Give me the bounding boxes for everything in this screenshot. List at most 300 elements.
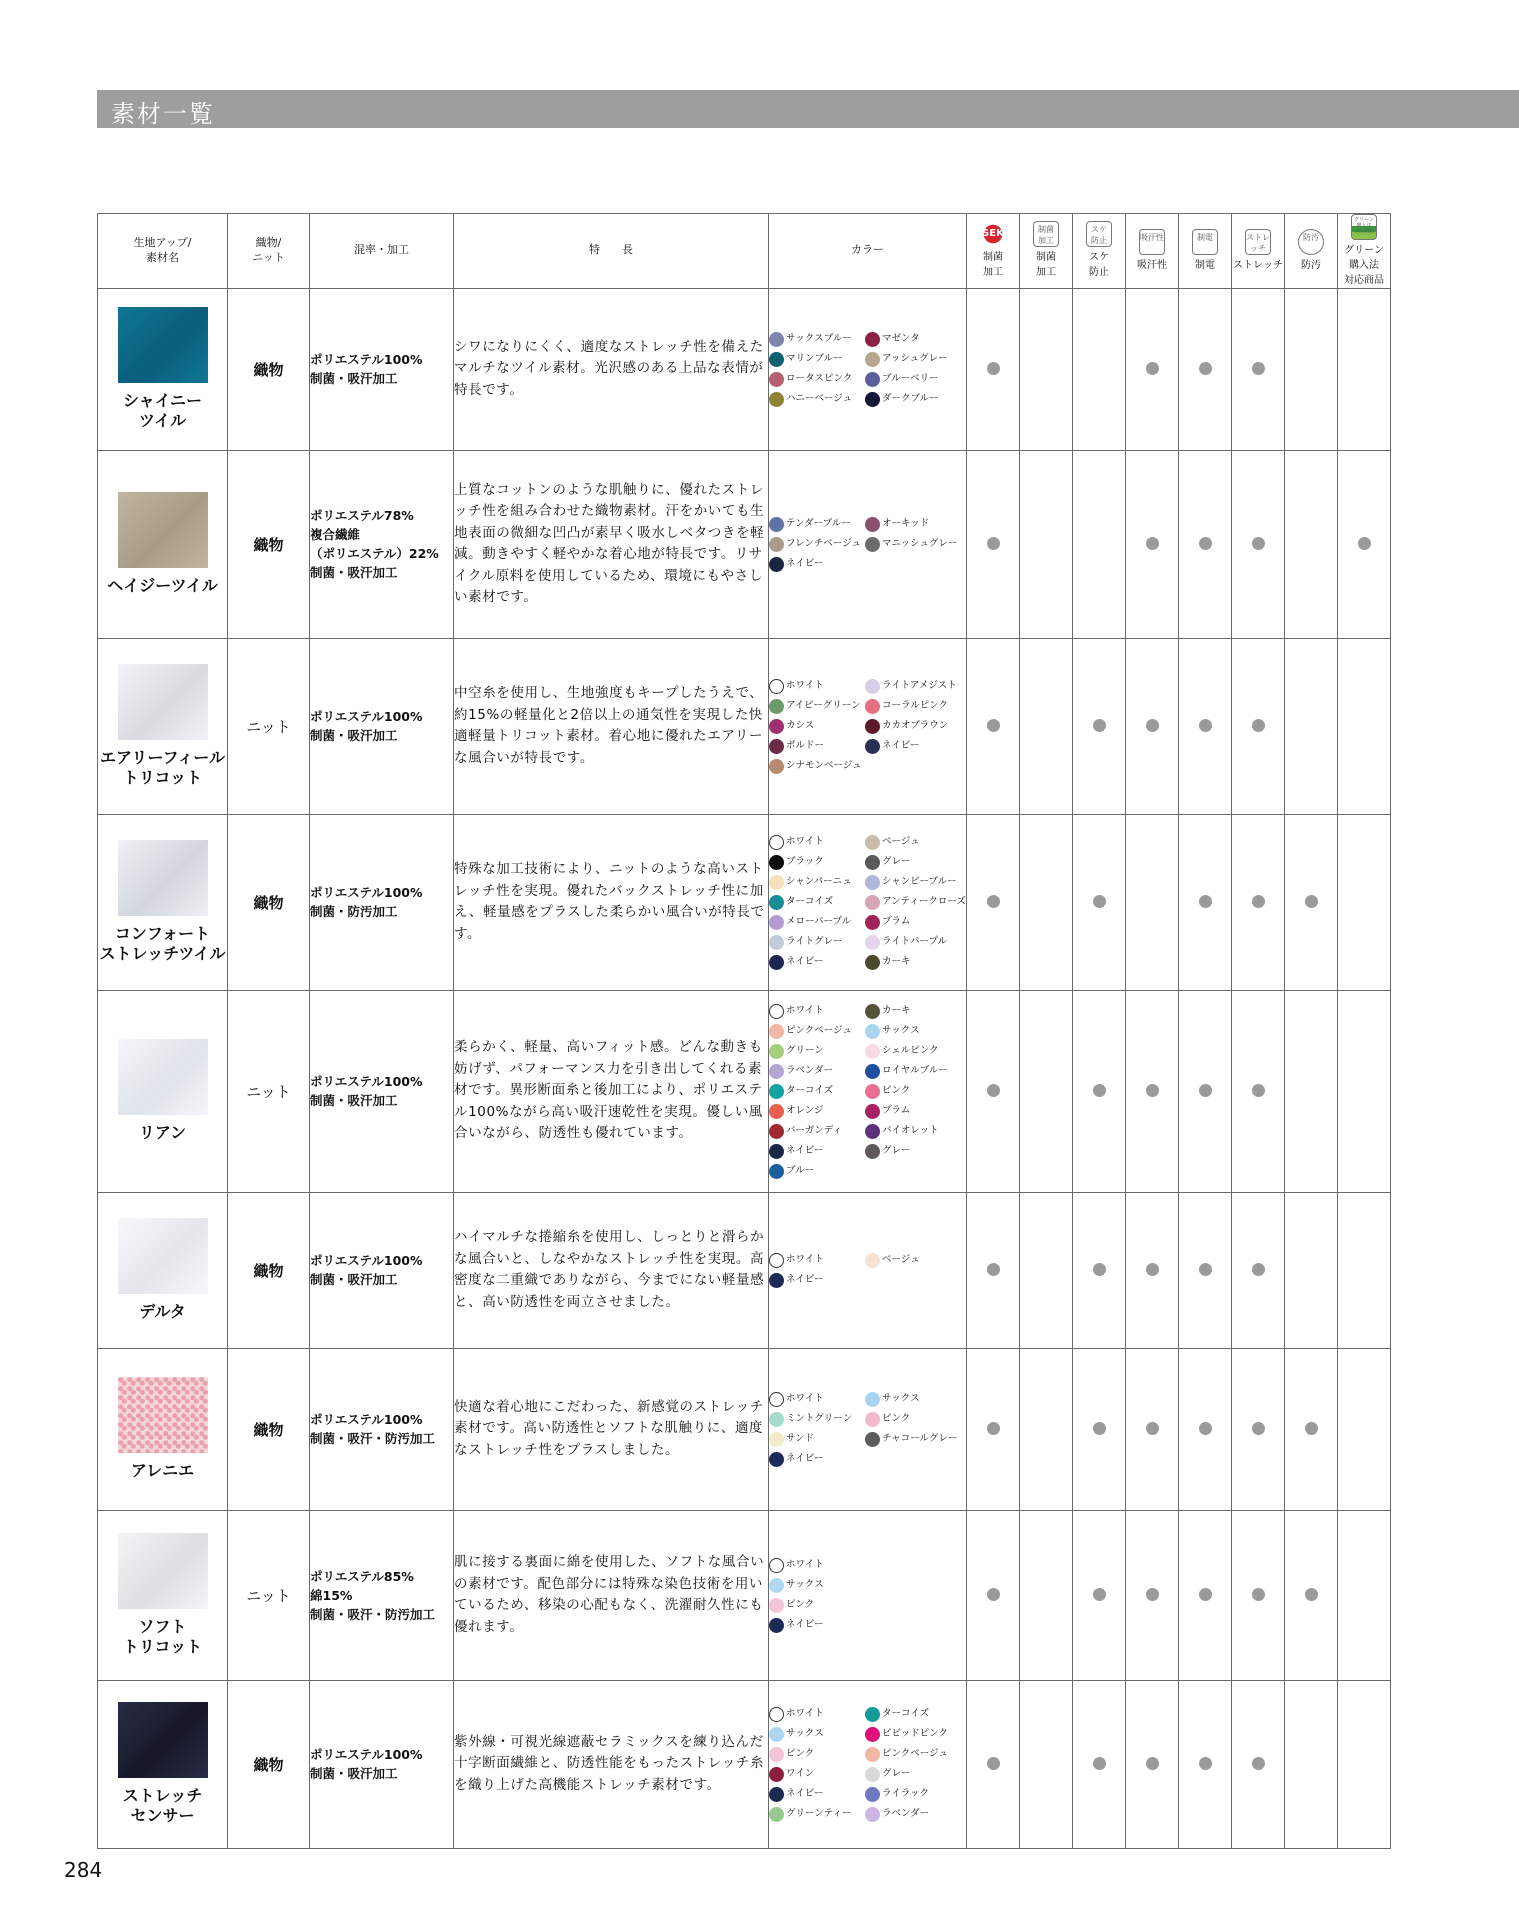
feature-available-dot-icon: [1199, 719, 1212, 732]
color-name: ボルドー: [786, 740, 825, 752]
fabric-cell: [98, 1680, 228, 1848]
color-option: [865, 1766, 963, 1782]
feature-available-dot-icon: [1305, 895, 1318, 908]
color-name: ライラック: [882, 1788, 930, 1800]
color-dot-icon: [769, 1104, 784, 1119]
col-header-mix: 混率・加工: [310, 214, 454, 289]
color-name: ホワイト: [786, 1708, 824, 1720]
color-option: [769, 934, 857, 950]
color-dot-icon: [769, 935, 784, 950]
feature-flag-cell: [1073, 638, 1126, 814]
color-dot-icon: [865, 895, 880, 910]
color-dot-icon: [769, 1124, 784, 1139]
color-option: [769, 536, 862, 552]
color-option: [769, 874, 857, 890]
fabric-swatch-image: [118, 492, 208, 568]
color-dot-icon: [865, 1707, 880, 1722]
feature-flag-cell: [967, 638, 1020, 814]
material-table: [97, 213, 1391, 1849]
color-name: ハニーベージュ: [786, 393, 853, 405]
color-dot-icon: [865, 1044, 880, 1059]
feature-available-dot-icon: [1252, 1084, 1265, 1097]
color-dot-icon: [865, 1024, 880, 1039]
color-option: [769, 1083, 857, 1099]
fabric-name: エアリーフィール トリコット: [100, 748, 225, 788]
color-dot-icon: [865, 1807, 880, 1822]
color-option: [769, 351, 857, 367]
color-dot-icon: [769, 1144, 784, 1159]
color-dot-icon: [769, 895, 784, 910]
color-option: [865, 914, 963, 930]
feature-flag-cell: [1179, 638, 1232, 814]
feature-flag-cell: [1285, 638, 1338, 814]
feature-header-green: [1338, 214, 1391, 289]
feature-flag-cell: [1232, 1192, 1285, 1348]
color-name: サックス: [786, 1579, 824, 1591]
color-list: [769, 331, 966, 407]
color-option: [769, 1786, 857, 1802]
color-name: マリンブルー: [786, 353, 843, 365]
fabric-cell: [98, 814, 228, 990]
feature-description: ハイマルチな捲縮糸を使用し、しっとりと滑らかな風合いと、しなやかなストレッチ性を実現。高密度な二重織でありながら、今までにない軽量感と、高い防透性を両立させました。: [454, 1192, 769, 1348]
color-option: [865, 391, 963, 407]
color-dot-icon: [865, 679, 880, 694]
feature-description: 肌に接する裏面に綿を使用した、ソフトな風合いの素材です。配色部分には特殊な染色技術を用いているため、移染の心配もなく、洗濯耐久性にも優れます。: [454, 1510, 769, 1680]
fabric-name: ストレッチ センサー: [122, 1786, 203, 1826]
color-name: コーラルピンク: [882, 700, 949, 712]
color-option: [769, 1431, 857, 1447]
feature-header-see-through: [1073, 214, 1126, 289]
feature-description: シワになりにくく、適度なストレッチ性を備えたマルチなツイル素材。光沢感のある上品な表情が特長です。: [454, 288, 769, 450]
feature-available-dot-icon: [1252, 1263, 1265, 1276]
feature-flag-cell: [1073, 814, 1126, 990]
color-dot-icon: [865, 1104, 880, 1119]
color-options: [769, 1680, 967, 1848]
feature-description: 上質なコットンのような肌触りに、優れたストレッチ性を組み合わせた織物素材。汗をかいても生地表面の微細な凹凸が素早く吸水しベタつきを軽減。動きやすく軽やかな着心地が特長です。リサイクル原料を使用しているため、環境にもやさしい素材です。: [454, 450, 769, 638]
feature-header-antistatic: [1179, 214, 1232, 289]
color-option: [769, 894, 857, 910]
feature-available-dot-icon: [987, 1263, 1000, 1276]
feature-available-dot-icon: [1093, 895, 1106, 908]
feature-flag-cell: [1126, 1510, 1179, 1680]
feature-available-dot-icon: [1199, 1588, 1212, 1601]
color-option: [865, 1746, 963, 1762]
feature-flag-cell: [1285, 1510, 1338, 1680]
stretch-icon: ストレッチ: [1245, 229, 1271, 255]
color-name: ワイン: [786, 1768, 815, 1780]
color-list: [769, 1557, 966, 1633]
color-name: ピンク: [882, 1085, 911, 1097]
stain-resistant-icon: 防汚: [1298, 229, 1324, 255]
color-dot-icon: [865, 955, 880, 970]
color-dot-icon: [769, 679, 784, 694]
section-header-bar: [97, 90, 1519, 128]
color-list: [769, 1391, 966, 1467]
fabric-swatch-image: [118, 1377, 208, 1453]
color-option: [769, 1577, 889, 1593]
feature-flag-cell: [1179, 1192, 1232, 1348]
fabric-cell: [98, 450, 228, 638]
color-option: [769, 834, 857, 850]
col-header-colors: カラー: [769, 214, 967, 289]
color-dot-icon: [769, 352, 784, 367]
color-dot-icon: [769, 1044, 784, 1059]
color-name: シャンパーニュ: [786, 876, 852, 888]
color-option: [769, 331, 857, 347]
table-row: [98, 1348, 1391, 1510]
col-header-weave: 織物/ ニット: [228, 214, 310, 289]
color-option: [769, 954, 857, 970]
color-dot-icon: [769, 1598, 784, 1613]
feature-available-dot-icon: [1199, 895, 1212, 908]
color-name: シェルピンク: [882, 1045, 939, 1057]
color-name: ビビッドピンク: [882, 1728, 948, 1740]
feature-flag-cell: [1338, 990, 1391, 1192]
color-option: [769, 1706, 857, 1722]
feature-available-dot-icon: [1199, 1757, 1212, 1770]
fabric-swatch-image: [118, 840, 208, 916]
color-dot-icon: [769, 1767, 784, 1782]
composition-processing: ポリエステル100% 制菌・防汚加工: [310, 814, 454, 990]
feature-available-dot-icon: [987, 537, 1000, 550]
composition-processing: ポリエステル85% 綿15% 制菌・吸汗・防汚加工: [310, 1510, 454, 1680]
feature-flag-cell: [1020, 814, 1073, 990]
color-name: プラム: [882, 916, 911, 928]
color-option: [769, 1617, 889, 1633]
feature-flag-cell: [1073, 1510, 1126, 1680]
feature-header-sek: [967, 214, 1020, 289]
feature-flag-cell: [1179, 1510, 1232, 1680]
color-name: ホワイト: [786, 1005, 824, 1017]
feature-header-label: ストレッチ: [1233, 259, 1283, 271]
feature-flag-cell: [1126, 638, 1179, 814]
fabric-swatch-image: [118, 664, 208, 740]
feature-flag-cell: [1179, 288, 1232, 450]
fabric-cell: [98, 1510, 228, 1680]
color-option: [865, 718, 963, 734]
color-options: [769, 1510, 967, 1680]
color-dot-icon: [769, 537, 784, 552]
color-option: [865, 1391, 963, 1407]
color-dot-icon: [865, 1787, 880, 1802]
feature-flag-cell: [1126, 990, 1179, 1192]
color-options: [769, 814, 967, 990]
color-dot-icon: [769, 1727, 784, 1742]
color-options: [769, 288, 967, 450]
color-option: [865, 698, 963, 714]
feature-available-dot-icon: [987, 1084, 1000, 1097]
col-header-features: 特 長: [454, 214, 769, 289]
feature-flag-cell: [967, 288, 1020, 450]
color-dot-icon: [769, 557, 784, 572]
feature-flag-cell: [1179, 450, 1232, 638]
color-name: プラム: [882, 1105, 911, 1117]
color-name: サックス: [882, 1025, 920, 1037]
color-options: [769, 1348, 967, 1510]
feature-flag-cell: [967, 1680, 1020, 1848]
color-dot-icon: [865, 1767, 880, 1782]
color-name: ネイビー: [786, 956, 824, 968]
feature-available-dot-icon: [1093, 1588, 1106, 1601]
color-dot-icon: [769, 1558, 784, 1573]
feature-flag-cell: [1179, 990, 1232, 1192]
feature-description: 快適な着心地にこだわった、新感覚のストレッチ素材です。高い防透性とソフトな肌触りに、適度なストレッチ性をプラスしました。: [454, 1348, 769, 1510]
color-dot-icon: [769, 372, 784, 387]
color-dot-icon: [769, 1747, 784, 1762]
color-options: [769, 1192, 967, 1348]
feature-flag-cell: [1073, 450, 1126, 638]
feature-description: 紫外線・可視光線遮蔽セラミックスを練り込んだ十字断面繊維と、防透性能をもったストレッチ糸を織り上げた高機能ストレッチ素材です。: [454, 1680, 769, 1848]
color-dot-icon: [865, 1124, 880, 1139]
fabric-name: アレニエ: [130, 1461, 195, 1481]
col-header-fabric: 生地アップ/ 素材名: [98, 214, 228, 289]
color-name: シャンビーブルー: [882, 876, 957, 888]
color-name: ライトアメジスト: [882, 680, 957, 692]
color-dot-icon: [865, 1727, 880, 1742]
color-dot-icon: [865, 1084, 880, 1099]
color-list: [769, 1003, 966, 1179]
color-name: ミントグリーン: [786, 1413, 853, 1425]
feature-flag-cell: [967, 450, 1020, 638]
color-dot-icon: [769, 1084, 784, 1099]
color-dot-icon: [769, 1807, 784, 1822]
fabric-cell: [98, 288, 228, 450]
color-name: ネイビー: [786, 1274, 824, 1286]
color-option: [865, 1411, 963, 1427]
color-option: [769, 1411, 857, 1427]
feature-available-dot-icon: [987, 362, 1000, 375]
feature-available-dot-icon: [1199, 1084, 1212, 1097]
feature-description: 中空糸を使用し、生地強度もキープしたうえで、約15%の軽量化と2倍以上の通気性を実現した快適軽量トリコット素材。着心地に優れたエアリーな風合いが特長です。: [454, 638, 769, 814]
weave-type: 織物: [228, 814, 310, 990]
feature-available-dot-icon: [1252, 895, 1265, 908]
feature-flag-cell: [1020, 1510, 1073, 1680]
fabric-name: コンフォート ストレッチツイル: [99, 924, 226, 964]
table-row: [98, 638, 1391, 814]
color-dot-icon: [865, 392, 880, 407]
color-option: [865, 1123, 963, 1139]
feature-available-dot-icon: [1146, 719, 1159, 732]
color-option: [865, 1806, 963, 1822]
feature-available-dot-icon: [1199, 1263, 1212, 1276]
feature-header-stretch: [1232, 214, 1285, 289]
color-name: グレー: [882, 856, 911, 868]
color-dot-icon: [769, 1618, 784, 1633]
feature-available-dot-icon: [1199, 537, 1212, 550]
color-dot-icon: [865, 835, 880, 850]
color-option: [865, 1103, 963, 1119]
color-name: ラベンダー: [882, 1808, 930, 1820]
color-name: ホワイト: [786, 1254, 824, 1266]
feature-available-dot-icon: [1093, 1757, 1106, 1770]
fabric-name: ソフト トリコット: [122, 1617, 203, 1657]
color-list: [769, 516, 966, 572]
color-dot-icon: [769, 855, 784, 870]
color-option: [769, 1043, 857, 1059]
color-option: [865, 1043, 963, 1059]
color-option: [865, 934, 963, 950]
feature-available-dot-icon: [1146, 1263, 1159, 1276]
feature-flag-cell: [1232, 450, 1285, 638]
color-option: [769, 854, 857, 870]
color-name: ライトグレー: [786, 936, 843, 948]
color-name: グレー: [882, 1768, 911, 1780]
color-dot-icon: [769, 1024, 784, 1039]
color-name: ダークブルー: [882, 393, 939, 405]
feature-flag-cell: [1020, 1680, 1073, 1848]
feature-available-dot-icon: [1252, 1757, 1265, 1770]
color-dot-icon: [769, 1164, 784, 1179]
feature-flag-cell: [967, 1192, 1020, 1348]
feature-flag-cell: [1338, 638, 1391, 814]
color-dot-icon: [865, 875, 880, 890]
color-name: ネイビー: [882, 740, 920, 752]
color-option: [769, 1003, 857, 1019]
feature-header-label: スケ 防止: [1089, 252, 1109, 279]
color-name: サックス: [882, 1393, 920, 1405]
color-name: バーガンディ: [786, 1125, 843, 1137]
feature-header-antibacterial: [1020, 214, 1073, 289]
color-dot-icon: [865, 1004, 880, 1019]
feature-available-dot-icon: [1305, 1588, 1318, 1601]
color-option: [769, 1451, 857, 1467]
color-name: ピンク: [882, 1413, 911, 1425]
color-dot-icon: [769, 1392, 784, 1407]
color-option: [865, 1786, 963, 1802]
feature-available-dot-icon: [1305, 1422, 1318, 1435]
feature-header-stain: [1285, 214, 1338, 289]
antibacterial-icon: 制菌 加工: [1033, 221, 1059, 247]
color-dot-icon: [769, 835, 784, 850]
color-list: [769, 834, 966, 970]
feature-header-label: 制菌 加工: [1036, 252, 1056, 279]
antistatic-icon: 制電: [1192, 229, 1218, 255]
feature-flag-cell: [1232, 1680, 1285, 1848]
color-name: ターコイズ: [786, 1085, 834, 1097]
color-name: ラベンダー: [786, 1065, 834, 1077]
color-option: [769, 758, 862, 774]
table-row: [98, 288, 1391, 450]
composition-processing: ポリエステル78% 複合繊維 （ポリエステル）22% 制菌・吸汗加工: [310, 450, 454, 638]
color-name: サックスブルー: [786, 333, 852, 345]
fabric-swatch-image: [118, 307, 208, 383]
color-option: [769, 1391, 857, 1407]
color-name: ピンク: [786, 1748, 815, 1760]
color-dot-icon: [769, 517, 784, 532]
color-option: [865, 678, 963, 694]
feature-available-dot-icon: [987, 719, 1000, 732]
feature-flag-cell: [1179, 1348, 1232, 1510]
weave-type: 織物: [228, 1348, 310, 1510]
feature-flag-cell: [1232, 1348, 1285, 1510]
color-option: [865, 854, 963, 870]
color-option: [769, 678, 857, 694]
feature-header-label: 制電: [1195, 259, 1215, 271]
fabric-swatch-image: [118, 1218, 208, 1294]
feature-flag-cell: [1073, 990, 1126, 1192]
composition-processing: ポリエステル100% 制菌・吸汗・防汚加工: [310, 1348, 454, 1510]
feature-available-dot-icon: [1252, 1588, 1265, 1601]
feature-available-dot-icon: [1146, 537, 1159, 550]
color-option: [865, 738, 963, 754]
color-option: [769, 1063, 857, 1079]
color-option: [769, 1123, 857, 1139]
color-option: [865, 1726, 963, 1742]
color-name: ブラック: [786, 856, 824, 868]
color-option: [769, 914, 857, 930]
color-name: シナモンベージュ: [786, 760, 862, 772]
color-name: アンティークローズ: [882, 896, 966, 908]
color-name: ライトパープル: [882, 936, 948, 948]
color-dot-icon: [769, 332, 784, 347]
weave-type: 織物: [228, 288, 310, 450]
color-option: [865, 331, 963, 347]
table-header-row: [98, 214, 1391, 289]
color-option: [865, 536, 963, 552]
feature-available-dot-icon: [1093, 719, 1106, 732]
color-option: [865, 834, 963, 850]
color-list: [769, 1706, 966, 1822]
feature-flag-cell: [1285, 1680, 1338, 1848]
page-number: 284: [64, 1858, 103, 1882]
color-option: [769, 1103, 857, 1119]
color-dot-icon: [769, 719, 784, 734]
feature-available-dot-icon: [1358, 537, 1371, 550]
color-dot-icon: [865, 332, 880, 347]
color-name: グリーン: [786, 1045, 824, 1057]
color-option: [865, 1063, 963, 1079]
feature-available-dot-icon: [1146, 1757, 1159, 1770]
color-name: ホワイト: [786, 1393, 824, 1405]
feature-available-dot-icon: [987, 1422, 1000, 1435]
color-option: [769, 1746, 857, 1762]
fabric-name: シャイニー ツイル: [122, 391, 203, 431]
weave-type: ニット: [228, 990, 310, 1192]
color-dot-icon: [865, 1412, 880, 1427]
table-row: [98, 1680, 1391, 1848]
color-option: [769, 1726, 857, 1742]
color-dot-icon: [865, 739, 880, 754]
table-row: [98, 1510, 1391, 1680]
color-option: [865, 874, 963, 890]
color-name: ピンク: [786, 1599, 815, 1611]
composition-processing: ポリエステル100% 制菌・吸汗加工: [310, 1192, 454, 1348]
color-dot-icon: [865, 352, 880, 367]
color-dot-icon: [769, 1253, 784, 1268]
feature-flag-cell: [1285, 288, 1338, 450]
fabric-name: リアン: [138, 1123, 187, 1143]
color-dot-icon: [865, 935, 880, 950]
color-option: [769, 1272, 857, 1288]
color-option: [865, 1003, 963, 1019]
composition-processing: ポリエステル100% 制菌・吸汗加工: [310, 990, 454, 1192]
fabric-cell: [98, 990, 228, 1192]
color-option: [769, 1806, 857, 1822]
color-options: [769, 990, 967, 1192]
feature-flag-cell: [1232, 990, 1285, 1192]
color-option: [769, 1163, 857, 1179]
color-option: [865, 1143, 963, 1159]
feature-flag-cell: [1073, 1348, 1126, 1510]
feature-flag-cell: [1179, 1680, 1232, 1848]
color-dot-icon: [865, 1392, 880, 1407]
feature-flag-cell: [1126, 1348, 1179, 1510]
color-option: [769, 738, 857, 754]
color-option: [769, 516, 857, 532]
color-name: ネイビー: [786, 1453, 824, 1465]
color-name: サックス: [786, 1728, 824, 1740]
color-dot-icon: [769, 955, 784, 970]
